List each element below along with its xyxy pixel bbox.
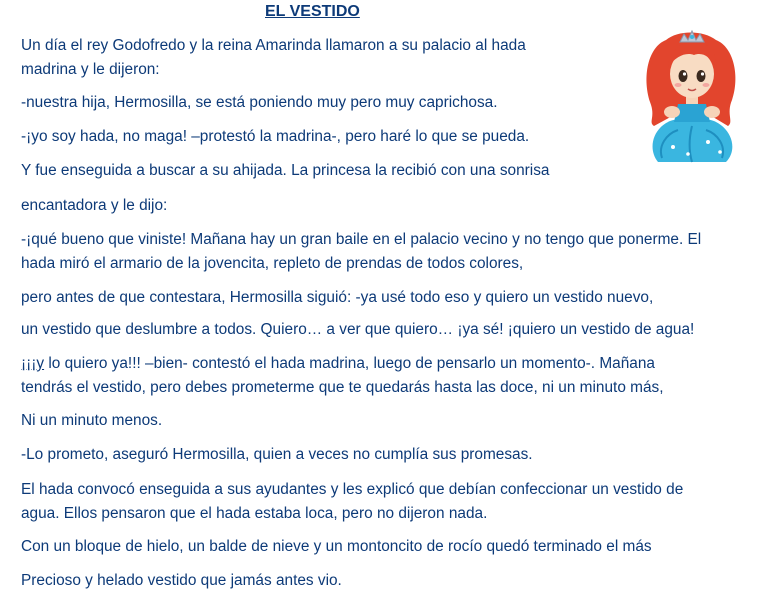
text-line-rest: lo quiero ya!!! –bien- contestó el hada madrina, luego de pensarlo un momento-. Mañana (44, 355, 655, 372)
text-line: Y fue enseguida a buscar a su ahijada. La princesa la recibió con una sonrisa (21, 162, 550, 179)
text-line: madrina y le dijeron: (21, 61, 160, 78)
text-line: -¡yo soy hada, no maga! –protestó la madrina-, pero haré lo que se pueda. (21, 128, 530, 145)
page-title: EL VESTIDO (265, 3, 360, 20)
princess-cartoon-icon (628, 22, 756, 164)
text-line: Un día el rey Godofredo y la reina Amarinda llamaron a su palacio al hada (21, 37, 526, 54)
text-line: -Lo prometo, aseguró Hermosilla, quien a veces no cumplía sus promesas. (21, 446, 533, 463)
text-line: agua. Ellos pensaron que el hada estaba loca, pero no dijeron nada. (21, 505, 488, 522)
text-line: un vestido que deslumbre a todos. Quiero… a ver que quiero… ¡ya sé! ¡quiero un vestido de agua! (21, 321, 695, 338)
text-line: encantadora y le dijo: (21, 197, 168, 214)
text-line: pero antes de que contestara, Hermosilla siguió: -ya usé todo eso y quiero un vestido nuevo, (21, 289, 654, 306)
underlined-exclamation: ¡¡¡y (21, 355, 45, 372)
text-line: hada miró el armario de la jovencita, repleto de prendas de todos colores, (21, 255, 524, 272)
text-line: Ni un minuto menos. (21, 412, 163, 429)
text-line: El hada convocó enseguida a sus ayudantes y les explicó que debían confeccionar un vestido de (21, 481, 684, 498)
text-line: -¡qué bueno que viniste! Mañana hay un gran baile en el palacio vecino y no tengo que ponerme. El (21, 231, 702, 248)
text-line: Con un bloque de hielo, un balde de nieve y un montoncito de rocío quedó terminado el más (21, 538, 652, 555)
text-line (21, 355, 655, 373)
text-line: Precioso y helado vestido que jamás antes vio. (21, 572, 342, 589)
text-line: tendrás el vestido, pero debes prometerme que te quedarás hasta las doce, ni un minuto más, (21, 379, 664, 396)
text-line: -nuestra hija, Hermosilla, se está poniendo muy pero muy caprichosa. (21, 94, 498, 111)
